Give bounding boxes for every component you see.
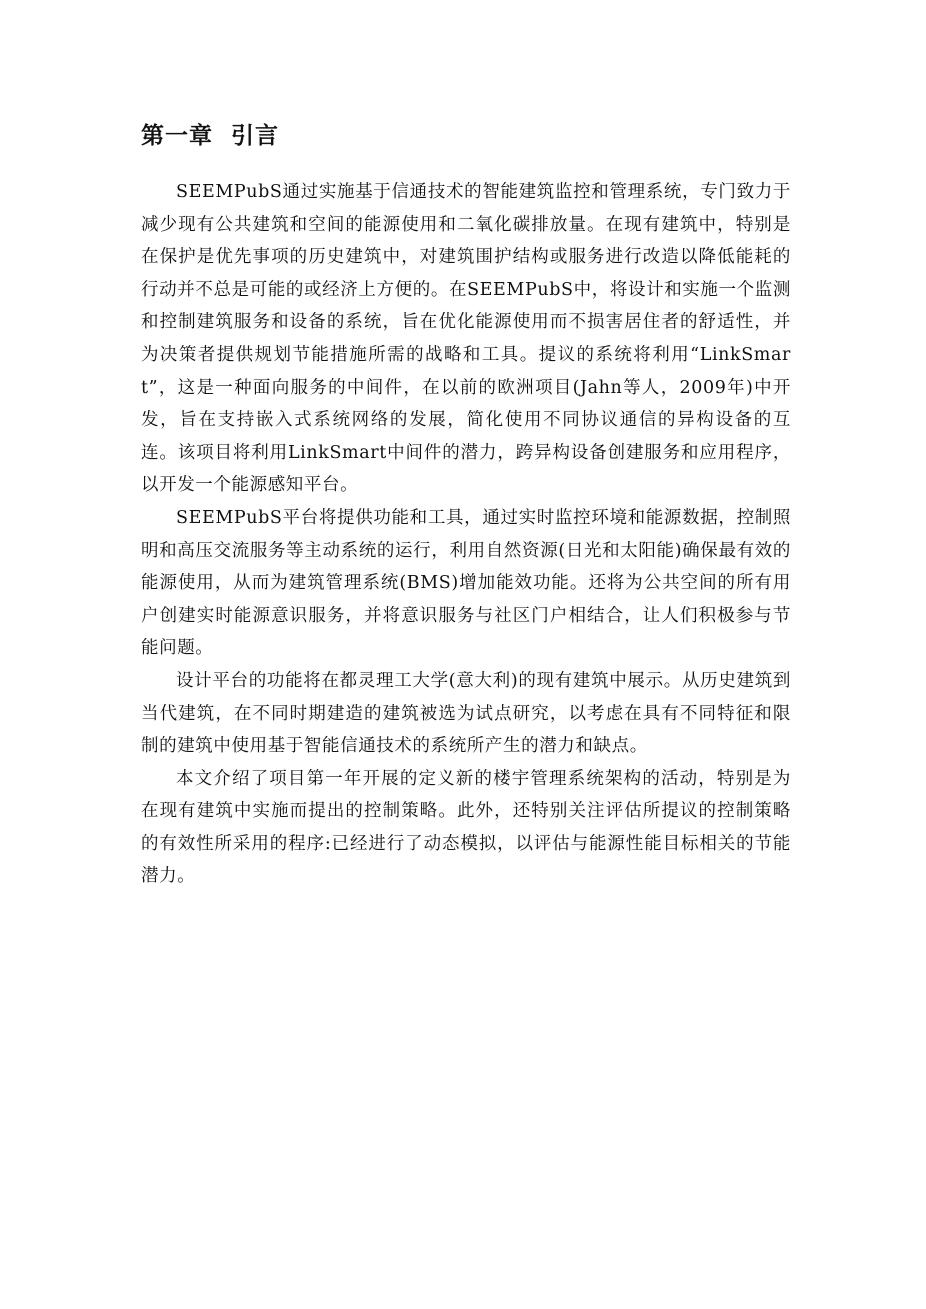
chapter-title: 第一章 引言	[141, 123, 280, 149]
paragraph-4: 本文介绍了项目第一年开展的定义新的楼宇管理系统架构的活动，特别是为在现有建筑中实施而提出的控制策略。此外，还特别关注评估所提议的控制策略的有效性所采用的程序:已经进行了动态模拟，以评估与能源性能目标相关的节能潜力。	[141, 768, 791, 887]
body-text	[141, 176, 791, 893]
paragraph-3: 设计平台的功能将在都灵理工大学(意大利)的现有建筑中展示。从历史建筑到当代建筑，在不同时期建造的建筑被选为试点研究，以考虑在具有不同特征和限制的建筑中使用基于智能信通技术的系统所产生的潜力和缺点。	[141, 670, 791, 757]
paragraph-2: SEEMPubS平台将提供功能和工具，通过实时监控环境和能源数据，控制照明和高压交流服务等主动系统的运行，利用自然资源(日光和太阳能)确保最有效的能源使用，从而为建筑管理系统(BMS)增加能效功能。还将为公共空间的所有用户创建实时能源意识服务，并将意识服务与社区门户相结合，让人们积极参与节能问题。	[141, 507, 791, 659]
paragraph-1: SEEMPubS通过实施基于信通技术的智能建筑监控和管理系统，专门致力于减少现有公共建筑和空间的能源使用和二氧化碳排放量。在现有建筑中，特别是在保护是优先事项的历史建筑中，对建筑围护结构或服务进行改造以降低能耗的行动并不总是可能的或经济上方便的。在SEEMPubS中，将设计和实施一个监测和控制建筑服务和设备的系统，旨在优化能源使用而不损害居住者的舒适性，并为决策者提供规划节能措施所需的战略和工具。提议的系统将利用“LinkSmart”，这是一种面向服务的中间件，在以前的欧洲项目(Jahn等人，2009年)中开发，旨在支持嵌入式系统网络的发展，简化使用不同协议通信的异构设备的互连。该项目将利用LinkSmart中间件的潜力，跨异构设备创建服务和应用程序，以开发一个能源感知平台。	[141, 182, 791, 496]
